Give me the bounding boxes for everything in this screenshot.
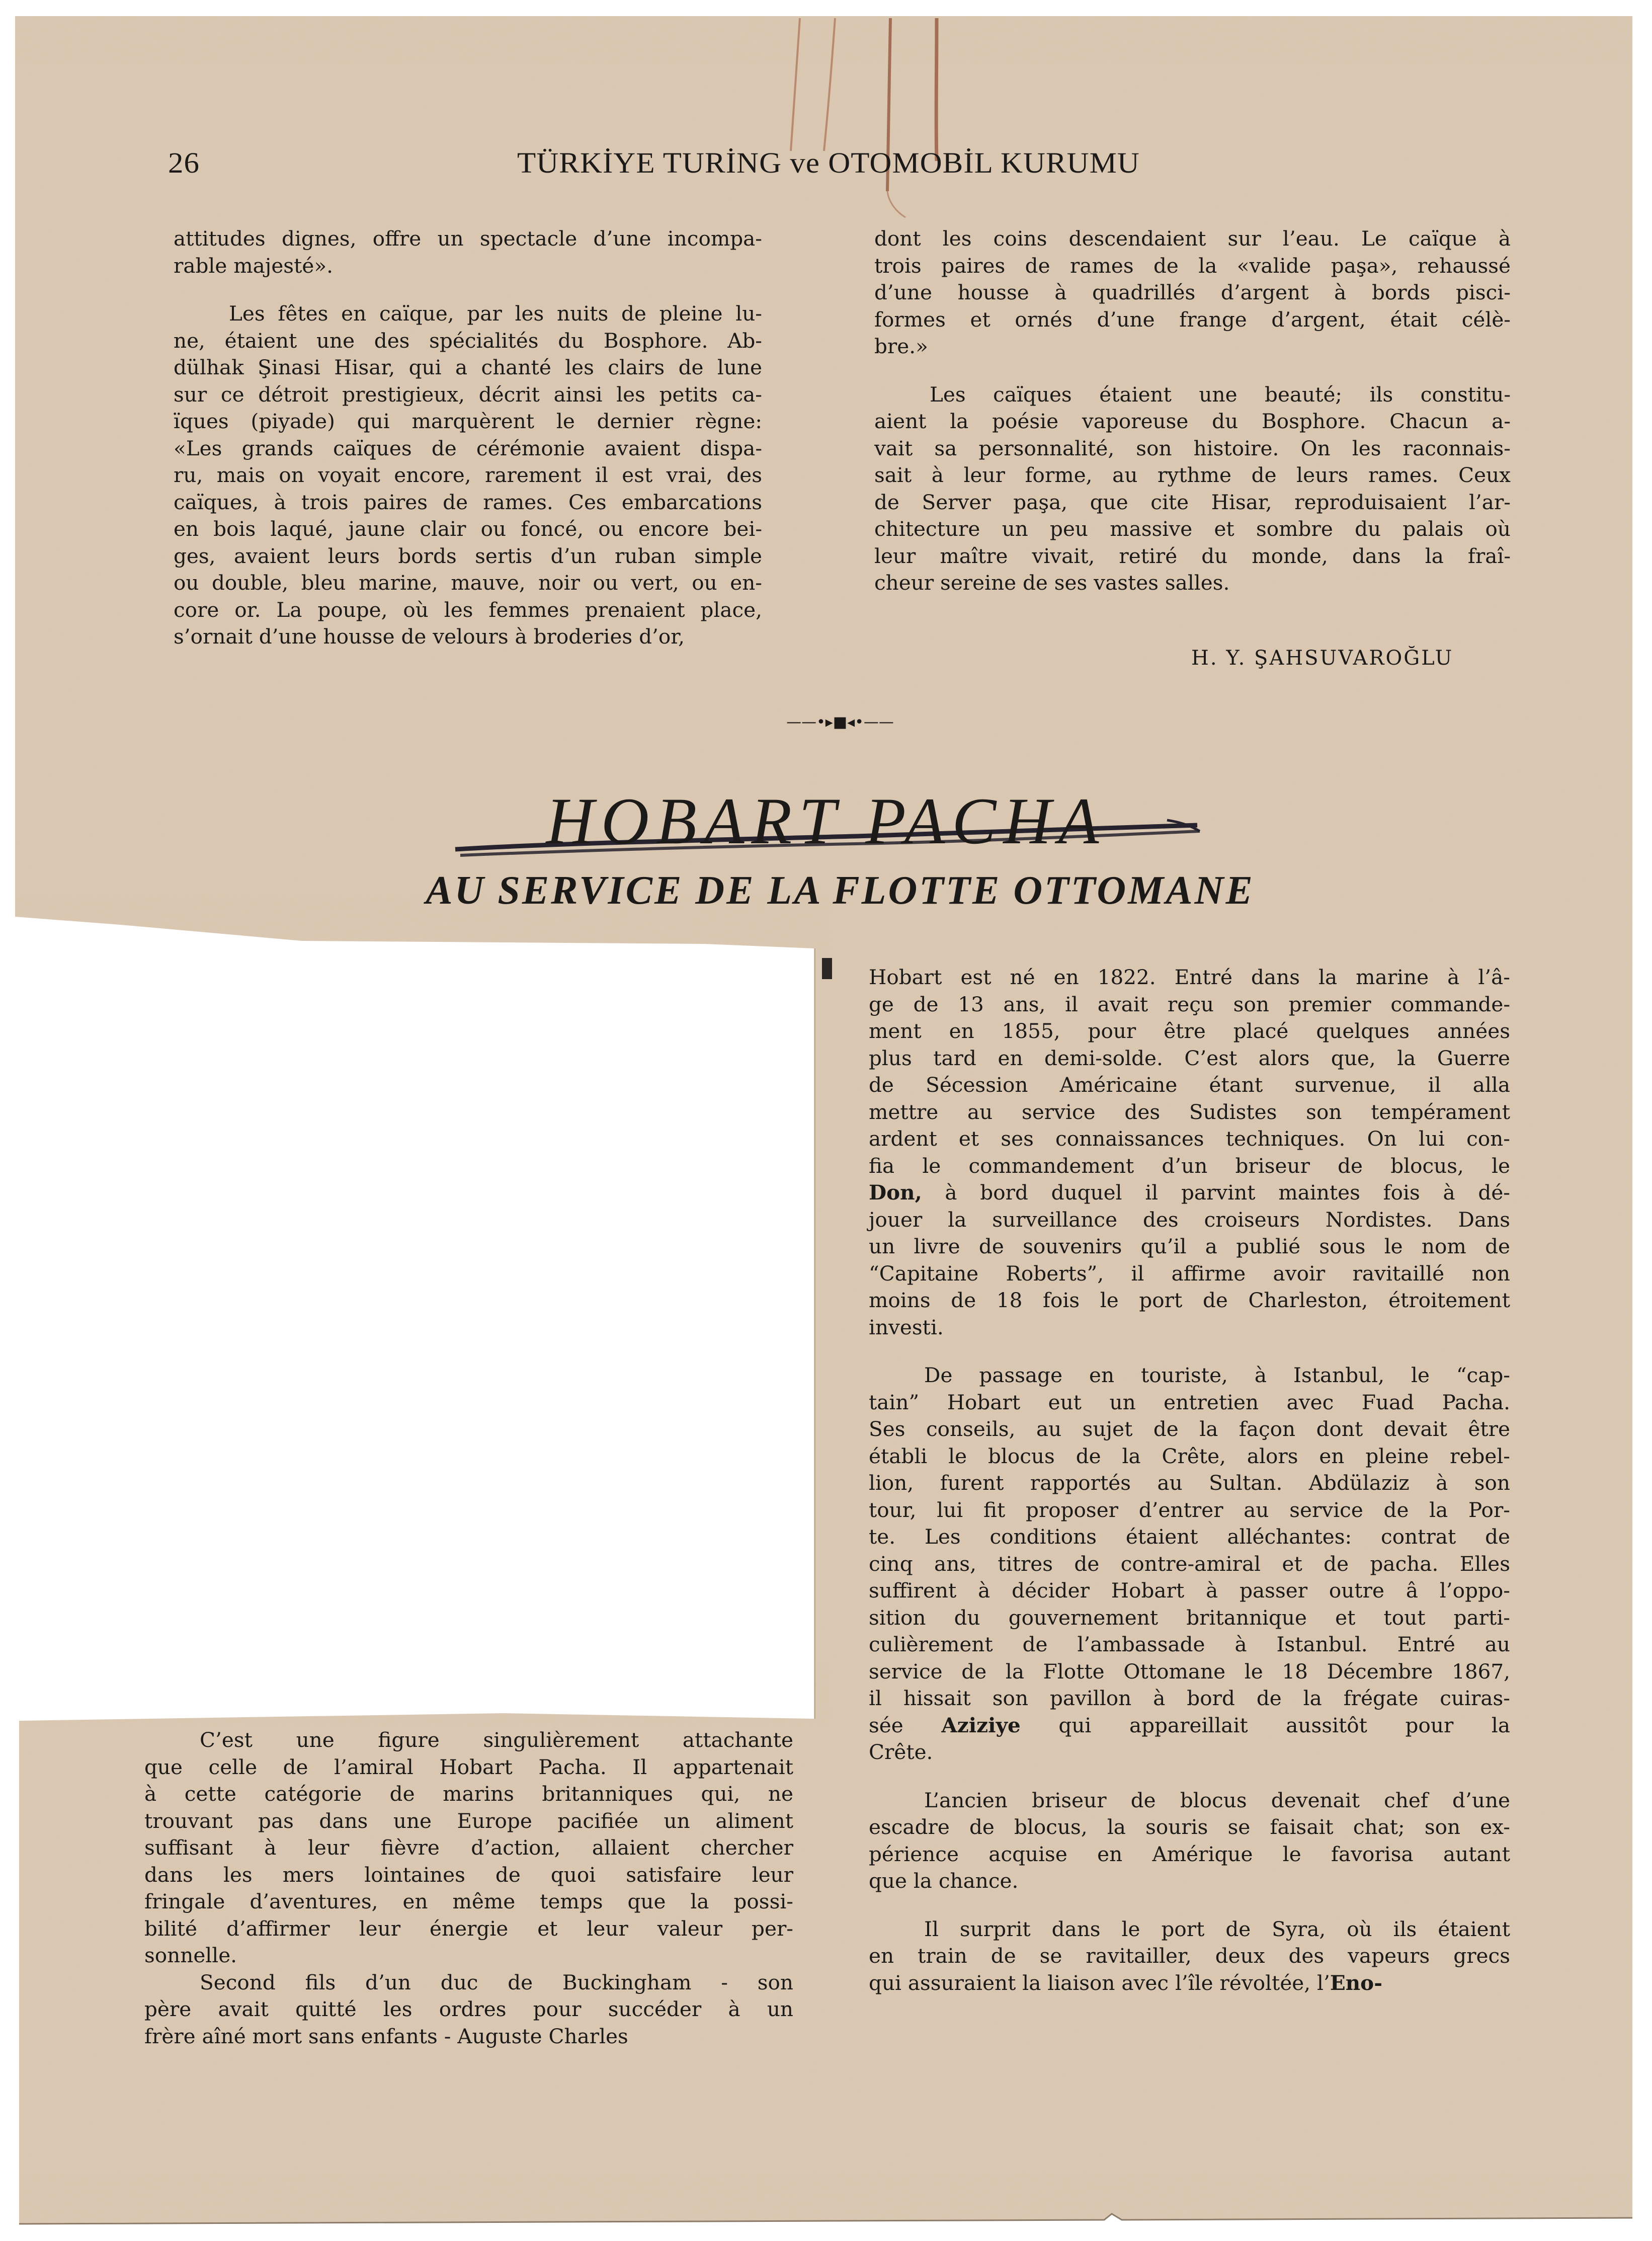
text-line: établi le blocus de la Crête, alors en pleine rebel- xyxy=(869,1444,1510,1468)
text-line: service de la Flotte Ottomane le 18 Décembre 1867, xyxy=(869,1659,1510,1684)
text-line: que celle de l’amiral Hobart Pacha. Il appartenait xyxy=(144,1754,793,1779)
text-line: investi. xyxy=(869,1315,944,1339)
text-line: d’une housse à quadrillés d’argent à bords pisci- xyxy=(874,280,1511,304)
text-line: core or. La poupe, où les femmes prenaient place, xyxy=(174,597,762,622)
text-line: il hissait son pavillon à bord de la frégate cuiras- xyxy=(869,1686,1510,1710)
text-line: que la chance. xyxy=(869,1869,1019,1893)
separator-ornament: ——•▸■◂•—— xyxy=(786,713,894,731)
text-line: bre.» xyxy=(874,334,928,358)
text-line: chitecture un peu massive et sombre du palais où xyxy=(874,517,1511,541)
article-right-column xyxy=(869,964,1510,1996)
ink-blot xyxy=(822,958,832,979)
text-line: Don, à bord duquel il parvint maintes fois à dé- xyxy=(869,1180,1510,1205)
text-line: Les fêtes en caïque, par les nuits de pleine lu- xyxy=(229,301,762,326)
text-line: sur ce détroit prestigieux, décrit ainsi les petits ca- xyxy=(174,382,762,407)
text-line: rable majesté». xyxy=(174,253,333,278)
text-line: formes et ornés d’une frange d’argent, était célè- xyxy=(874,307,1511,332)
text-line: bilité d’affirmer leur énergie et leur valeur per- xyxy=(144,1916,793,1941)
text-line: tour, lui fit proposer d’entrer au service de la Por- xyxy=(869,1497,1510,1522)
text-line: fia le commandement d’un briseur de blocus, le xyxy=(869,1153,1510,1178)
text-line: cheur sereine de ses vastes salles. xyxy=(874,571,1230,595)
previous-article-right-column xyxy=(874,225,1511,597)
text-line: mettre au service des Sudistes son tempérament xyxy=(869,1099,1510,1124)
text-line: suffirent à décider Hobart à passer outre â l’oppo- xyxy=(869,1578,1510,1603)
text-line: père avait quitté les ordres pour succéder à un xyxy=(144,1997,793,2021)
page-number: 26 xyxy=(168,146,200,179)
article-title: HOBART PACHA xyxy=(546,784,1106,858)
publication-title: TÜRKİYE TURİNG ve OTOMOBİL KURUMU xyxy=(517,146,1140,179)
text-line: dülhak Şinasi Hisar, qui a chanté les clairs de lune xyxy=(174,355,762,379)
text-line: en train de se ravitailler, deux des vapeurs grecs xyxy=(869,1944,1510,1968)
text-line: De passage en touriste, à Istanbul, le “cap- xyxy=(924,1363,1510,1387)
text-line: en bois laqué, jaune clair ou foncé, ou encore bei- xyxy=(174,517,762,541)
text-line: Il surprit dans le port de Syra, où ils étaient xyxy=(924,1916,1510,1941)
stain-streak xyxy=(936,18,937,161)
text-line: vait sa personnalité, son histoire. On les raconnais- xyxy=(874,436,1511,460)
text-line: moins de 18 fois le port de Charleston, étroitement xyxy=(869,1288,1510,1312)
text-line: dans les mers lointaines de quoi satisfaire leur xyxy=(144,1862,793,1887)
text-line: de Server paşa, que cite Hisar, reproduisaient l’ar- xyxy=(874,490,1511,514)
text-line: attitudes dignes, offre un spectacle d’une incompa- xyxy=(174,226,762,251)
text-line: périence acquise en Amérique le favorisa autant xyxy=(869,1842,1510,1866)
text-line: lion, furent rapportés au Sultan. Abdülaziz à son xyxy=(869,1471,1510,1495)
article-left-column xyxy=(144,1727,793,2050)
text-line: à cette catégorie de marins britanniques qui, ne xyxy=(144,1782,793,1806)
text-line: Les caïques étaient une beauté; ils constitu- xyxy=(930,382,1511,407)
text-line: tain” Hobart eut un entretien avec Fuad Pacha. xyxy=(869,1390,1510,1414)
text-line: C’est une figure singulièrement attachante xyxy=(200,1728,793,1752)
text-line: aient la poésie vaporeuse du Bosphore. Chacun a- xyxy=(874,409,1511,433)
text-line: escadre de blocus, la souris se faisait chat; son ex- xyxy=(869,1815,1510,1839)
text-line: jouer la surveillance des croiseurs Nordistes. Dans xyxy=(869,1207,1510,1232)
text-line: dont les coins descendaient sur l’eau. Le caïque à xyxy=(874,226,1511,251)
article-subtitle: AU SERVICE DE LA FLOTTE OTTOMANE xyxy=(426,868,1255,913)
text-line: frère aîné mort sans enfants - Auguste Charles xyxy=(144,2024,628,2048)
previous-article-left-column xyxy=(174,225,762,651)
text-line: ardent et ses connaissances techniques. On lui con- xyxy=(869,1127,1510,1151)
text-line: ne, étaient une des spécialités du Bosphore. Ab- xyxy=(174,328,762,353)
text-line: te. Les conditions étaient alléchantes: contrat de xyxy=(869,1525,1510,1549)
text-line: ïques (piyade) qui marquèrent le dernier règne: xyxy=(174,409,762,433)
text-line: Second fils d’un duc de Buckingham - son xyxy=(200,1970,793,1994)
text-line: sition du gouvernement britannique et tout parti- xyxy=(869,1605,1510,1630)
text-line: sée Aziziye qui appareillait aussitôt pour la xyxy=(869,1713,1511,1737)
text-line: fringale d’aventures, en même temps que la possi- xyxy=(144,1889,793,1913)
text-line: sait à leur forme, au rythme de leurs rames. Ceux xyxy=(874,463,1511,487)
text-line: “Capitaine Roberts”, il affirme avoir ravitaillé non xyxy=(869,1261,1510,1286)
text-line: qui assuraient la liaison avec l’île révoltée, l’Eno- xyxy=(869,1970,1382,1995)
text-line: ru, mais on voyait encore, rarement il est vrai, des xyxy=(174,463,762,487)
text-line: cinq ans, titres de contre-amiral et de pacha. Elles xyxy=(869,1551,1510,1576)
text-line: Ses conseils, au sujet de la façon dont devait être xyxy=(869,1417,1510,1441)
text-line: ment en 1855, pour être placé quelques années xyxy=(869,1019,1510,1043)
text-line: trouvant pas dans une Europe pacifiée un aliment xyxy=(144,1808,793,1833)
text-line: leur maître vivait, retiré du monde, dans la fraî- xyxy=(874,543,1511,568)
text-line: ou double, bleu marine, mauve, noir ou vert, ou en- xyxy=(174,571,762,595)
text-line: plus tard en demi-solde. C’est alors que, la Guerre xyxy=(869,1046,1510,1070)
text-line: culièrement de l’ambassade à Istanbul. Entré au xyxy=(869,1632,1510,1656)
text-line: Hobart est né en 1822. Entré dans la marine à l’â- xyxy=(869,965,1510,989)
author-signature: H. Y. ŞAHSUVAROĞLU xyxy=(1191,647,1454,670)
text-line: «Les grands caïques de cérémonie avaient dispa- xyxy=(174,436,762,460)
text-line: L’ancien briseur de blocus devenait chef d’une xyxy=(924,1788,1510,1812)
text-line: un livre de souvenirs qu’il a publié sous le nom de xyxy=(869,1234,1510,1258)
text-line: sonnelle. xyxy=(144,1943,237,1967)
text-line: Crête. xyxy=(869,1740,933,1764)
text-line: ges, avaient leurs bords sertis d’un ruban simple xyxy=(174,543,762,568)
text-line: ge de 13 ans, il avait reçu son premier commande- xyxy=(869,992,1510,1016)
text-line: de Sécession Américaine étant survenue, il alla xyxy=(869,1073,1510,1097)
text-line: trois paires de rames de la «valide paşa», rehaussé xyxy=(874,253,1511,278)
text-line: caïques, à trois paires de rames. Ces embarcations xyxy=(174,490,762,514)
text-line: s’ornait d’une housse de velours à broderies d’or, xyxy=(174,624,685,649)
text-line: suffisant à leur fièvre d’action, allaient chercher xyxy=(144,1835,793,1860)
